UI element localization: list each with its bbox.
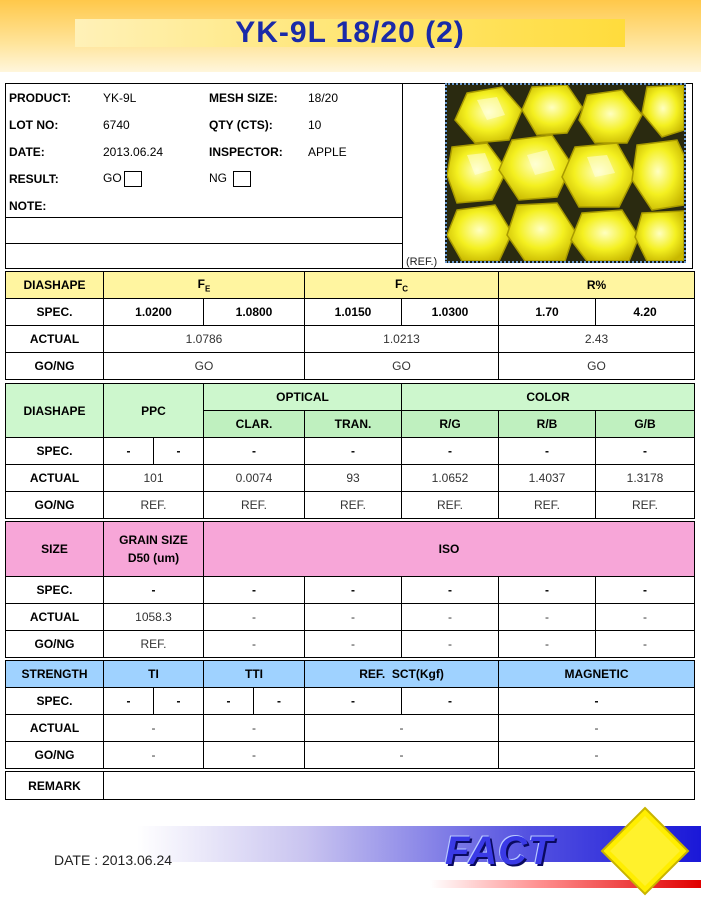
- section-header: STRENGTH: [6, 661, 104, 688]
- qty-value: 10: [308, 117, 322, 132]
- section-header: SIZE: [6, 522, 104, 577]
- gong-value: -: [305, 631, 402, 658]
- spec-value: -: [402, 438, 499, 465]
- remark-label: REMARK: [6, 772, 104, 800]
- gong-value: -: [596, 631, 695, 658]
- fe-header: [104, 272, 305, 299]
- note-label: NOTE:: [9, 198, 47, 213]
- result-go: [103, 165, 206, 192]
- spec-value: -: [402, 577, 499, 604]
- spec-value: -: [499, 577, 596, 604]
- spec-value: -: [305, 438, 402, 465]
- gong-value: -: [499, 742, 695, 769]
- gong-value: REF.: [104, 492, 204, 519]
- gong-value: -: [402, 631, 499, 658]
- spec-label: SPEC.: [6, 438, 104, 465]
- spec-value: -: [305, 577, 402, 604]
- gong-value: REF.: [305, 492, 402, 519]
- actual-value: 1.4037: [499, 465, 596, 492]
- actual-value: 1.0652: [402, 465, 499, 492]
- sct-header: REF. SCT(Kgf): [305, 661, 499, 688]
- actual-value: -: [402, 604, 499, 631]
- tti-header: TTI: [204, 661, 305, 688]
- gong-label: GO/NG: [6, 742, 104, 769]
- note-line: [6, 217, 403, 218]
- gong-value: GO: [305, 353, 499, 380]
- gong-value: GO: [499, 353, 695, 380]
- gong-value: GO: [104, 353, 305, 380]
- gong-value: REF.: [402, 492, 499, 519]
- spec-value: -: [104, 438, 154, 465]
- gong-label: GO/NG: [6, 353, 104, 380]
- ppc-header: PPC: [104, 384, 204, 438]
- note-value: [103, 192, 403, 219]
- section-header: DIASHAPE: [6, 384, 104, 438]
- actual-value: -: [204, 715, 305, 742]
- date-label: DATE:: [9, 144, 45, 159]
- lot-label: LOT NO:: [9, 117, 59, 132]
- spec-value: -: [204, 438, 305, 465]
- result-ng: [206, 165, 308, 192]
- iso-header: ISO: [204, 522, 695, 577]
- actual-value: 2.43: [499, 326, 695, 353]
- gong-value: REF.: [204, 492, 305, 519]
- spec-value: 1.0800: [204, 299, 305, 326]
- spec-value: -: [104, 688, 154, 715]
- ng-checkbox[interactable]: [233, 171, 251, 187]
- footer-date: DATE : 2013.06.24: [54, 852, 173, 868]
- actual-label: ACTUAL: [6, 715, 104, 742]
- product-value: YK-9L: [103, 90, 137, 105]
- gong-value: -: [204, 742, 305, 769]
- spec-value: -: [154, 438, 204, 465]
- inspector-label: INSPECTOR:: [209, 144, 283, 159]
- spec-value: 4.20: [596, 299, 695, 326]
- actual-value: 1.0786: [104, 326, 305, 353]
- fe-sub: E: [205, 284, 211, 294]
- spec-label: SPEC.: [6, 688, 104, 715]
- strength-table: [5, 660, 695, 769]
- actual-value: -: [204, 604, 305, 631]
- spec-label: SPEC.: [6, 577, 104, 604]
- gong-label: GO/NG: [6, 492, 104, 519]
- gong-value: -: [204, 631, 305, 658]
- diamond-logo-icon: [600, 806, 690, 896]
- spec-value: -: [204, 577, 305, 604]
- spec-value: -: [402, 688, 499, 715]
- col-header: TRAN.: [305, 411, 402, 438]
- gong-value: REF.: [596, 492, 695, 519]
- spec-value: -: [305, 688, 402, 715]
- size-table: [5, 521, 695, 658]
- actual-value: -: [104, 715, 204, 742]
- ng-label: NG: [209, 170, 227, 185]
- go-checkbox[interactable]: [124, 171, 142, 187]
- info-table: [6, 84, 403, 219]
- fact-logo: FACT: [445, 829, 554, 873]
- diashape-optical-table: [5, 383, 695, 519]
- actual-value: -: [499, 604, 596, 631]
- spec-value: -: [254, 688, 305, 715]
- actual-value: 101: [104, 465, 204, 492]
- col-header: R/G: [402, 411, 499, 438]
- actual-value: 0.0074: [204, 465, 305, 492]
- note-line: [6, 243, 403, 244]
- gong-value: -: [104, 742, 204, 769]
- spec-value: 1.0150: [305, 299, 402, 326]
- gong-value: -: [499, 631, 596, 658]
- gong-label: GO/NG: [6, 631, 104, 658]
- spec-value: -: [204, 688, 254, 715]
- fe-main: F: [197, 276, 205, 291]
- spec-value: -: [104, 577, 204, 604]
- diamond-photo: [445, 83, 686, 263]
- actual-value: 93: [305, 465, 402, 492]
- actual-value: -: [499, 715, 695, 742]
- spec-value: 1.70: [499, 299, 596, 326]
- actual-label: ACTUAL: [6, 465, 104, 492]
- photo-ref-label: (REF.): [406, 256, 438, 268]
- actual-value: -: [596, 604, 695, 631]
- actual-value: 1058.3: [104, 604, 204, 631]
- inspector-value: APPLE: [308, 144, 347, 159]
- actual-label: ACTUAL: [6, 604, 104, 631]
- spec-label: SPEC.: [6, 299, 104, 326]
- section-header: DIASHAPE: [6, 272, 104, 299]
- remark-table: [5, 771, 695, 800]
- actual-label: ACTUAL: [6, 326, 104, 353]
- magnetic-header: MAGNETIC: [499, 661, 695, 688]
- diashape-ratio-table: [5, 271, 695, 380]
- qty-label: QTY (CTS):: [209, 117, 273, 132]
- ti-header: TI: [104, 661, 204, 688]
- mesh-value: 18/20: [308, 90, 339, 105]
- col-header: CLAR.: [204, 411, 305, 438]
- spec-value: 1.0200: [104, 299, 204, 326]
- grain-size-line1: GRAIN SIZE: [119, 533, 188, 547]
- gong-value: REF.: [104, 631, 204, 658]
- spec-value: -: [596, 438, 695, 465]
- spec-value: -: [499, 438, 596, 465]
- crystal-image: [447, 85, 684, 261]
- col-header: G/B: [596, 411, 695, 438]
- empty-cell: [308, 165, 403, 192]
- lot-value: 6740: [103, 117, 130, 132]
- actual-value: 1.3178: [596, 465, 695, 492]
- info-block: [5, 83, 402, 269]
- col-header: R/B: [499, 411, 596, 438]
- go-label: GO: [103, 170, 122, 185]
- r-header: R%: [499, 272, 695, 299]
- spec-value: -: [499, 688, 695, 715]
- result-label: RESULT:: [9, 171, 59, 186]
- gong-value: REF.: [499, 492, 596, 519]
- actual-value: -: [305, 715, 499, 742]
- fc-sub: C: [402, 284, 409, 294]
- fc-header: [305, 272, 499, 299]
- fc-main: F: [394, 276, 403, 291]
- color-header: COLOR: [402, 384, 695, 411]
- product-label: PRODUCT:: [9, 90, 71, 105]
- page-title: YK-9L 18/20 (2): [235, 16, 465, 49]
- mesh-label: MESH SIZE:: [209, 90, 278, 105]
- date-value: 2013.06.24: [103, 144, 164, 159]
- actual-value: -: [305, 604, 402, 631]
- grain-size-line2: D50 (um): [127, 551, 180, 565]
- spec-value: 1.0300: [402, 299, 499, 326]
- spec-value: -: [596, 577, 695, 604]
- spec-value: -: [154, 688, 204, 715]
- gong-value: -: [305, 742, 499, 769]
- remark-value: [104, 772, 695, 800]
- optical-header: OPTICAL: [204, 384, 402, 411]
- grain-size-header: [104, 522, 204, 577]
- actual-value: 1.0213: [305, 326, 499, 353]
